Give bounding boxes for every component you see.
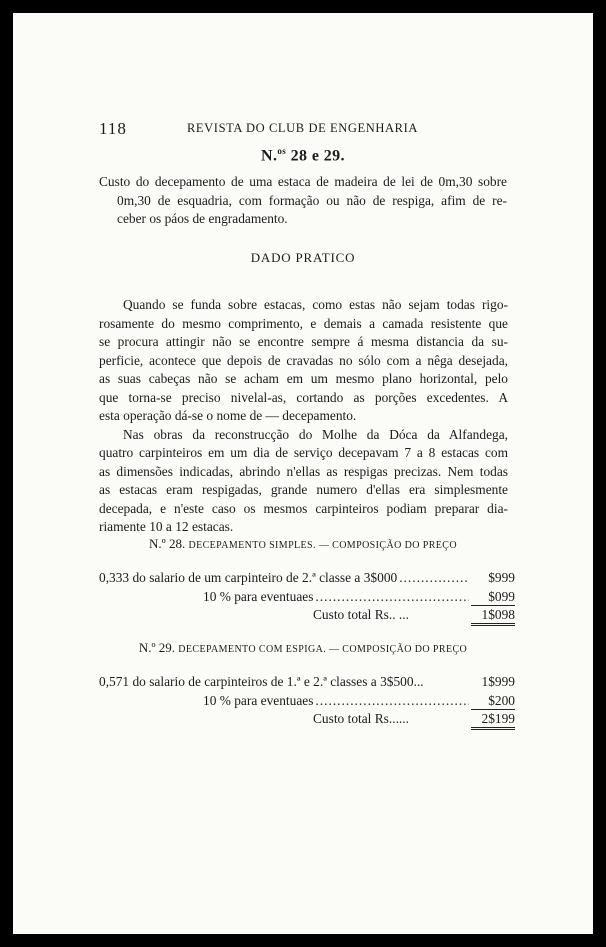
article-title — [13, 146, 593, 165]
section-caption: DECEPAMENTO SIMPLES. — COMPOSIÇÃO DO PREÇO — [188, 540, 457, 551]
paragraph-line: que torna-se preciso nivelal-as, cortando as porções excedentes. A — [99, 389, 508, 405]
total-label: Custo total Rs.. ... — [313, 607, 409, 622]
cost-label: 10 % para eventuaes — [203, 589, 314, 604]
paragraph-line: as suas cabeças não se acham em um mesmo plano horizontal, pelo — [99, 371, 508, 386]
total-row — [313, 711, 515, 730]
book-page — [13, 13, 593, 934]
title-numbers: 28 e 29. — [290, 147, 345, 165]
cost-label: 0,333 do salario de um carpinteiro de 2.ª classe a 3$000 — [99, 570, 398, 585]
paragraph-line: as dimensões indicadas, abrindo n'ellas as respigas precizas. Nem todas — [99, 463, 508, 479]
paragraph-line: as estacas eram respigadas, grande numero d'ellas era simplesmente — [99, 482, 508, 497]
section-28-heading — [13, 536, 593, 552]
cost-label: 10 % para eventuaes — [203, 693, 314, 708]
paragraph-line: perficie, acontece que depois de cravadas no sólo com a nêga desejada, — [99, 352, 508, 368]
intro-line: ceber os páos de engradamento. — [117, 211, 288, 226]
cost-row — [99, 674, 515, 693]
cost-value: $999 — [488, 570, 515, 585]
running-header: REVISTA DO CLUB DE ENGENHARIA — [187, 121, 418, 135]
intro-paragraph — [99, 173, 507, 229]
paragraph-line: esta operação dá-se o nome de — decepamento. — [99, 408, 357, 423]
body-text — [99, 296, 508, 537]
subheading: DADO PRATICO — [250, 250, 356, 265]
paragraph-line: se procura attingir não se encontre sempre á mesma distancia da su- — [99, 334, 508, 349]
leader-dots — [315, 693, 469, 709]
intro-line: 0m,30 de esquadria, com formação ou não de respiga, afim de re- — [117, 192, 507, 208]
section-number: N.º 28. — [149, 536, 186, 551]
cost-value: $200 — [471, 693, 515, 710]
total-value: 1$098 — [471, 607, 515, 626]
leader-dots — [315, 589, 469, 605]
section-caption: DECEPAMENTO COM ESPIGA. — COMPOSIÇÃO DO PREÇO — [178, 644, 468, 655]
total-row — [313, 607, 515, 626]
paragraph-line: quatro carpinteiros em um dia de serviço decepavam 7 a 8 estacas com — [99, 445, 508, 460]
cost-value: 1$999 — [481, 674, 515, 689]
paragraph-line: riamente 10 a 12 estacas. — [99, 519, 234, 534]
cost-value: $099 — [471, 589, 515, 606]
leader-dots — [399, 570, 469, 586]
section-29-heading — [13, 640, 593, 656]
page-number: 118 — [99, 119, 127, 138]
cost-row — [203, 589, 515, 608]
paragraph-line: Quando se funda sobre estacas, como estas não sejam todas rigo- — [123, 297, 508, 312]
total-label: Custo total Rs...... — [313, 711, 409, 726]
cost-row — [203, 693, 515, 712]
title-suffix: os — [277, 146, 287, 156]
intro-line: Custo do decepamento de uma estaca de madeira de lei de 0m,30 sobre — [99, 174, 507, 189]
paragraph-line: rosamente do mesmo comprimento, e demais a camada resistente que — [99, 315, 508, 331]
section-number: N.º 29. — [138, 640, 176, 655]
title-prefix: N. — [261, 147, 278, 165]
cost-row — [99, 570, 515, 589]
cost-label: 0,571 do salario de carpinteiros de 1.ª e 2.ª classes a 3$500... — [99, 674, 424, 689]
paragraph-line: Nas obras da reconstrucção do Molhe da Dóca da Alfandega, — [123, 426, 508, 442]
paragraph-line: decepada, e n'este caso os mesmos carpinteiros podiam preparar dia- — [99, 500, 508, 516]
total-value: 2$199 — [471, 711, 515, 730]
